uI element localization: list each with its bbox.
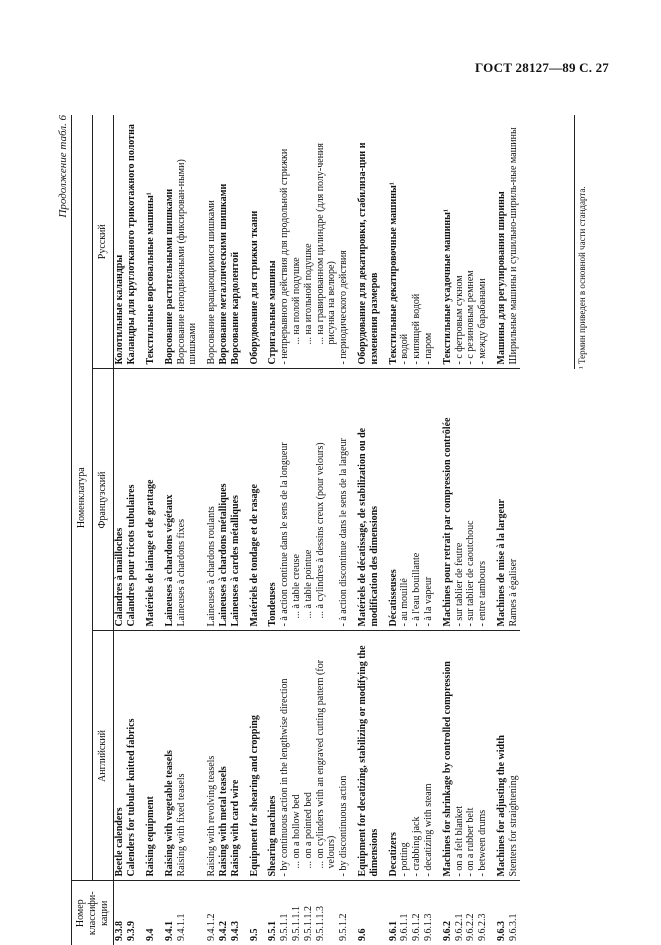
table-row bbox=[399, 115, 411, 945]
cell-french: - sur tablier de feutre bbox=[453, 369, 465, 631]
cell-number: 9.5.1.1.3 bbox=[314, 906, 326, 941]
table-row bbox=[380, 115, 399, 945]
cell-english: - potting bbox=[399, 631, 411, 881]
cell-russian: Ворсование кардолентой bbox=[229, 115, 241, 369]
table-row bbox=[290, 115, 302, 945]
cell-english: Calenders for tubular knitted fabrics bbox=[126, 631, 138, 881]
cell-french: - à action discontinue dans le sens de la largeur bbox=[338, 369, 350, 631]
cell-french: - à l'eau bouillante bbox=[411, 369, 423, 631]
cell-english: - on a rubber belt bbox=[465, 631, 477, 881]
cell-french: Matériels de lainage et de grattage bbox=[137, 369, 156, 631]
cell-number: 9.6 bbox=[356, 928, 368, 941]
cell-english: Machines for shrinkage by controlled compression bbox=[434, 631, 453, 881]
cell-english: Raising with metal teasels bbox=[217, 631, 229, 881]
cell-russian: Текстильные усадочные машины¹ bbox=[434, 115, 453, 369]
cell-french: Machines pour retrait par compression contrôlée bbox=[434, 369, 453, 631]
cell-russian: - между барабанами bbox=[477, 115, 489, 369]
table-row bbox=[422, 115, 434, 945]
cell-russian: Текстильные декатировочные машины¹ bbox=[380, 115, 399, 369]
cell-russian: Машины для регулирования ширины bbox=[488, 115, 507, 369]
cell-number: 9.5.1.1.2 bbox=[302, 906, 314, 941]
cell-french: Tondeuses bbox=[260, 369, 279, 631]
cell-russian: ... на полой подушке bbox=[290, 115, 302, 369]
cell-russian: - непрерывного действия для продольной стрижки bbox=[279, 115, 291, 369]
header-nomenclature: Номенклатура bbox=[71, 115, 92, 881]
table-row bbox=[338, 115, 350, 945]
cell-french: - à la vapeur bbox=[422, 369, 434, 631]
cell-number: 9.4.1 bbox=[163, 921, 175, 941]
table-row bbox=[314, 115, 338, 945]
cell-english: Shearing machines bbox=[260, 631, 279, 881]
table-row bbox=[434, 115, 453, 945]
table-row bbox=[260, 115, 279, 945]
header-english: Английский bbox=[92, 631, 113, 881]
cell-number: 9.6.3 bbox=[495, 921, 507, 941]
cell-french: - sur tablier de caoutchouc bbox=[465, 369, 477, 631]
cell-number: 9.5.1.2 bbox=[337, 913, 349, 941]
cell-french: - entre tambours bbox=[477, 369, 489, 631]
footnote: ¹ Термин приведен в основной части стандарта. bbox=[576, 186, 587, 369]
table-row bbox=[126, 115, 138, 945]
cell-english: Raising with vegetable teasels bbox=[156, 631, 175, 881]
cell-english: Raising with fixed teasels bbox=[175, 631, 199, 881]
cell-russian: Ворсование металлическими шишками bbox=[217, 115, 229, 369]
cell-number: 9.5 bbox=[248, 928, 260, 941]
cell-number: 9.4 bbox=[144, 928, 156, 941]
cell-number: 9.5.1.1.1 bbox=[290, 906, 302, 941]
header-russian: Русский bbox=[92, 115, 113, 369]
cell-russian: - с резиновым ремнем bbox=[465, 115, 477, 369]
cell-english: - crabbing jack bbox=[411, 631, 423, 881]
cell-russian: ... на гравированном цилиндре (для полу-чения рисунка на велюре) bbox=[314, 115, 338, 369]
table-row bbox=[137, 115, 156, 945]
cell-russian: Оборудование для стрижки ткани bbox=[241, 115, 260, 369]
cell-russian: - кипящей водой bbox=[411, 115, 423, 369]
cell-russian: Стригальные машины bbox=[260, 115, 279, 369]
cell-english: - by continuous action in the lengthwise direction bbox=[279, 631, 291, 881]
cell-english: Equipment for decatizing, stabilizing or modifying the dimensions bbox=[349, 631, 380, 881]
table-row bbox=[229, 115, 241, 945]
table-row bbox=[453, 115, 465, 945]
cell-english: ... on a pointed bed bbox=[302, 631, 314, 881]
cell-number: 9.4.1.1 bbox=[175, 913, 187, 941]
table-row bbox=[217, 115, 229, 945]
cell-number: 9.3.8 bbox=[113, 921, 125, 941]
cell-french: Laineuses à cardes métalliques bbox=[229, 369, 241, 631]
cell-number: 9.6.1.1 bbox=[398, 913, 410, 941]
cell-english: Decatizers bbox=[380, 631, 399, 881]
cell-russian: - с фетровым сукном bbox=[453, 115, 465, 369]
table-body bbox=[113, 115, 519, 945]
cell-number: 9.5.1 bbox=[266, 921, 278, 941]
table-row bbox=[175, 115, 199, 945]
cell-russian: - периодического действия bbox=[338, 115, 350, 369]
cell-russian: Текстильные ворсовальные машины¹ bbox=[137, 115, 156, 369]
table-row bbox=[302, 115, 314, 945]
cell-french: ... à table pointue bbox=[302, 369, 314, 631]
cell-french: Laineuses à chardons fixes bbox=[175, 369, 199, 631]
header-french: Французский bbox=[92, 369, 113, 631]
cell-english: Beetle calenders bbox=[113, 631, 125, 881]
page-header: ГОСТ 28127—89 С. 27 bbox=[475, 60, 609, 75]
cell-number: 9.6.2 bbox=[441, 921, 453, 941]
table-row bbox=[349, 115, 380, 945]
cell-number: 9.6.1 bbox=[387, 921, 399, 941]
cell-french: Décatisseuses bbox=[380, 369, 399, 631]
cell-number: 9.6.1.3 bbox=[422, 913, 434, 941]
cell-russian: Ширильные машины и сушильно-шириль-ные машины bbox=[507, 115, 519, 369]
table-row bbox=[507, 115, 519, 945]
cell-russian: Колотильные каландры bbox=[113, 115, 125, 369]
cell-number: 9.6.2.2 bbox=[464, 913, 476, 941]
table-row bbox=[241, 115, 260, 945]
continuation-label: Продолжение табл. 6 bbox=[56, 115, 69, 218]
cell-french: Matériels de décatissage, de stabilization ou de modification des dimensions bbox=[349, 369, 380, 631]
cell-number: 9.6.2.3 bbox=[476, 913, 488, 941]
cell-number: 9.6.3.1 bbox=[507, 913, 519, 941]
table-row bbox=[465, 115, 477, 945]
cell-number: 9.6.2.1 bbox=[453, 913, 465, 941]
cell-russian: Ворсование вращающимися шишками bbox=[199, 115, 218, 369]
cell-english: Raising with revolving teasels bbox=[199, 631, 218, 881]
table-row bbox=[156, 115, 175, 945]
cell-number: 9.5.1.1 bbox=[278, 913, 290, 941]
cell-english: - on a felt blanket bbox=[453, 631, 465, 881]
cell-french: - à action continue dans le sens de la longueur bbox=[279, 369, 291, 631]
cell-english: Equipment for shearing and cropping bbox=[241, 631, 260, 881]
cell-russian: ... на игольной подушке bbox=[302, 115, 314, 369]
cell-number: 9.6.1.2 bbox=[410, 913, 422, 941]
cell-english: Machines for adjusting the width bbox=[488, 631, 507, 881]
cell-french: Machines de mise à la largeur bbox=[488, 369, 507, 631]
cell-russian: Оборудование для декатировки, стабилиза-ции и изменения размеров bbox=[349, 115, 380, 369]
cell-number: 9.4.2 bbox=[217, 921, 229, 941]
table-row bbox=[199, 115, 218, 945]
cell-french: Matériels de tondage et de rasage bbox=[241, 369, 260, 631]
cell-number: 9.3.9 bbox=[125, 921, 137, 941]
cell-french: - au mouillé bbox=[399, 369, 411, 631]
cell-number: 9.4.3 bbox=[229, 921, 241, 941]
cell-russian: - паром bbox=[422, 115, 434, 369]
cell-french: Rames à égaliser bbox=[507, 369, 519, 631]
cell-english: Raising equipment bbox=[137, 631, 156, 881]
nomenclature-table bbox=[71, 115, 520, 945]
header-number: Номер классифи-кации bbox=[71, 881, 113, 945]
cell-english: ... on cylinders with an engraved cutting pattern (for velours) bbox=[314, 631, 338, 881]
table-row bbox=[279, 115, 291, 945]
table-row bbox=[477, 115, 489, 945]
cell-english: ... on a hollow bed bbox=[290, 631, 302, 881]
cell-french: Laineuses à chardons végétaux bbox=[156, 369, 175, 631]
cell-english: - by discontinuous action bbox=[338, 631, 350, 881]
cell-french: Calandres pour tricots tubulaires bbox=[126, 369, 138, 631]
cell-french: ... à table creuse bbox=[290, 369, 302, 631]
cell-french: Calandres à mailloches bbox=[113, 369, 125, 631]
cell-russian: Каландры для круглотканого трикотажного полотна bbox=[126, 115, 138, 369]
cell-english: Raising with card wire bbox=[229, 631, 241, 881]
cell-english: - decatizing with steam bbox=[422, 631, 434, 881]
cell-russian: - водой bbox=[399, 115, 411, 369]
cell-french: Laineuses à chardons roulants bbox=[199, 369, 218, 631]
cell-english: Stenters for straightening bbox=[507, 631, 519, 881]
cell-number: 9.4.1.2 bbox=[205, 913, 217, 941]
table-row bbox=[488, 115, 507, 945]
cell-russian: Ворсование неподвижными (фиксирован-ными) шишками bbox=[175, 115, 199, 369]
cell-french: ... à cylindres à dessins creux (pour velours) bbox=[314, 369, 338, 631]
cell-english: - between drums bbox=[477, 631, 489, 881]
cell-french: Laineuses à chardons métalliques bbox=[217, 369, 229, 631]
table-row bbox=[113, 115, 125, 945]
table-row bbox=[411, 115, 423, 945]
rotated-table-area bbox=[56, 115, 591, 945]
cell-russian: Ворсование растительными шишками bbox=[156, 115, 175, 369]
